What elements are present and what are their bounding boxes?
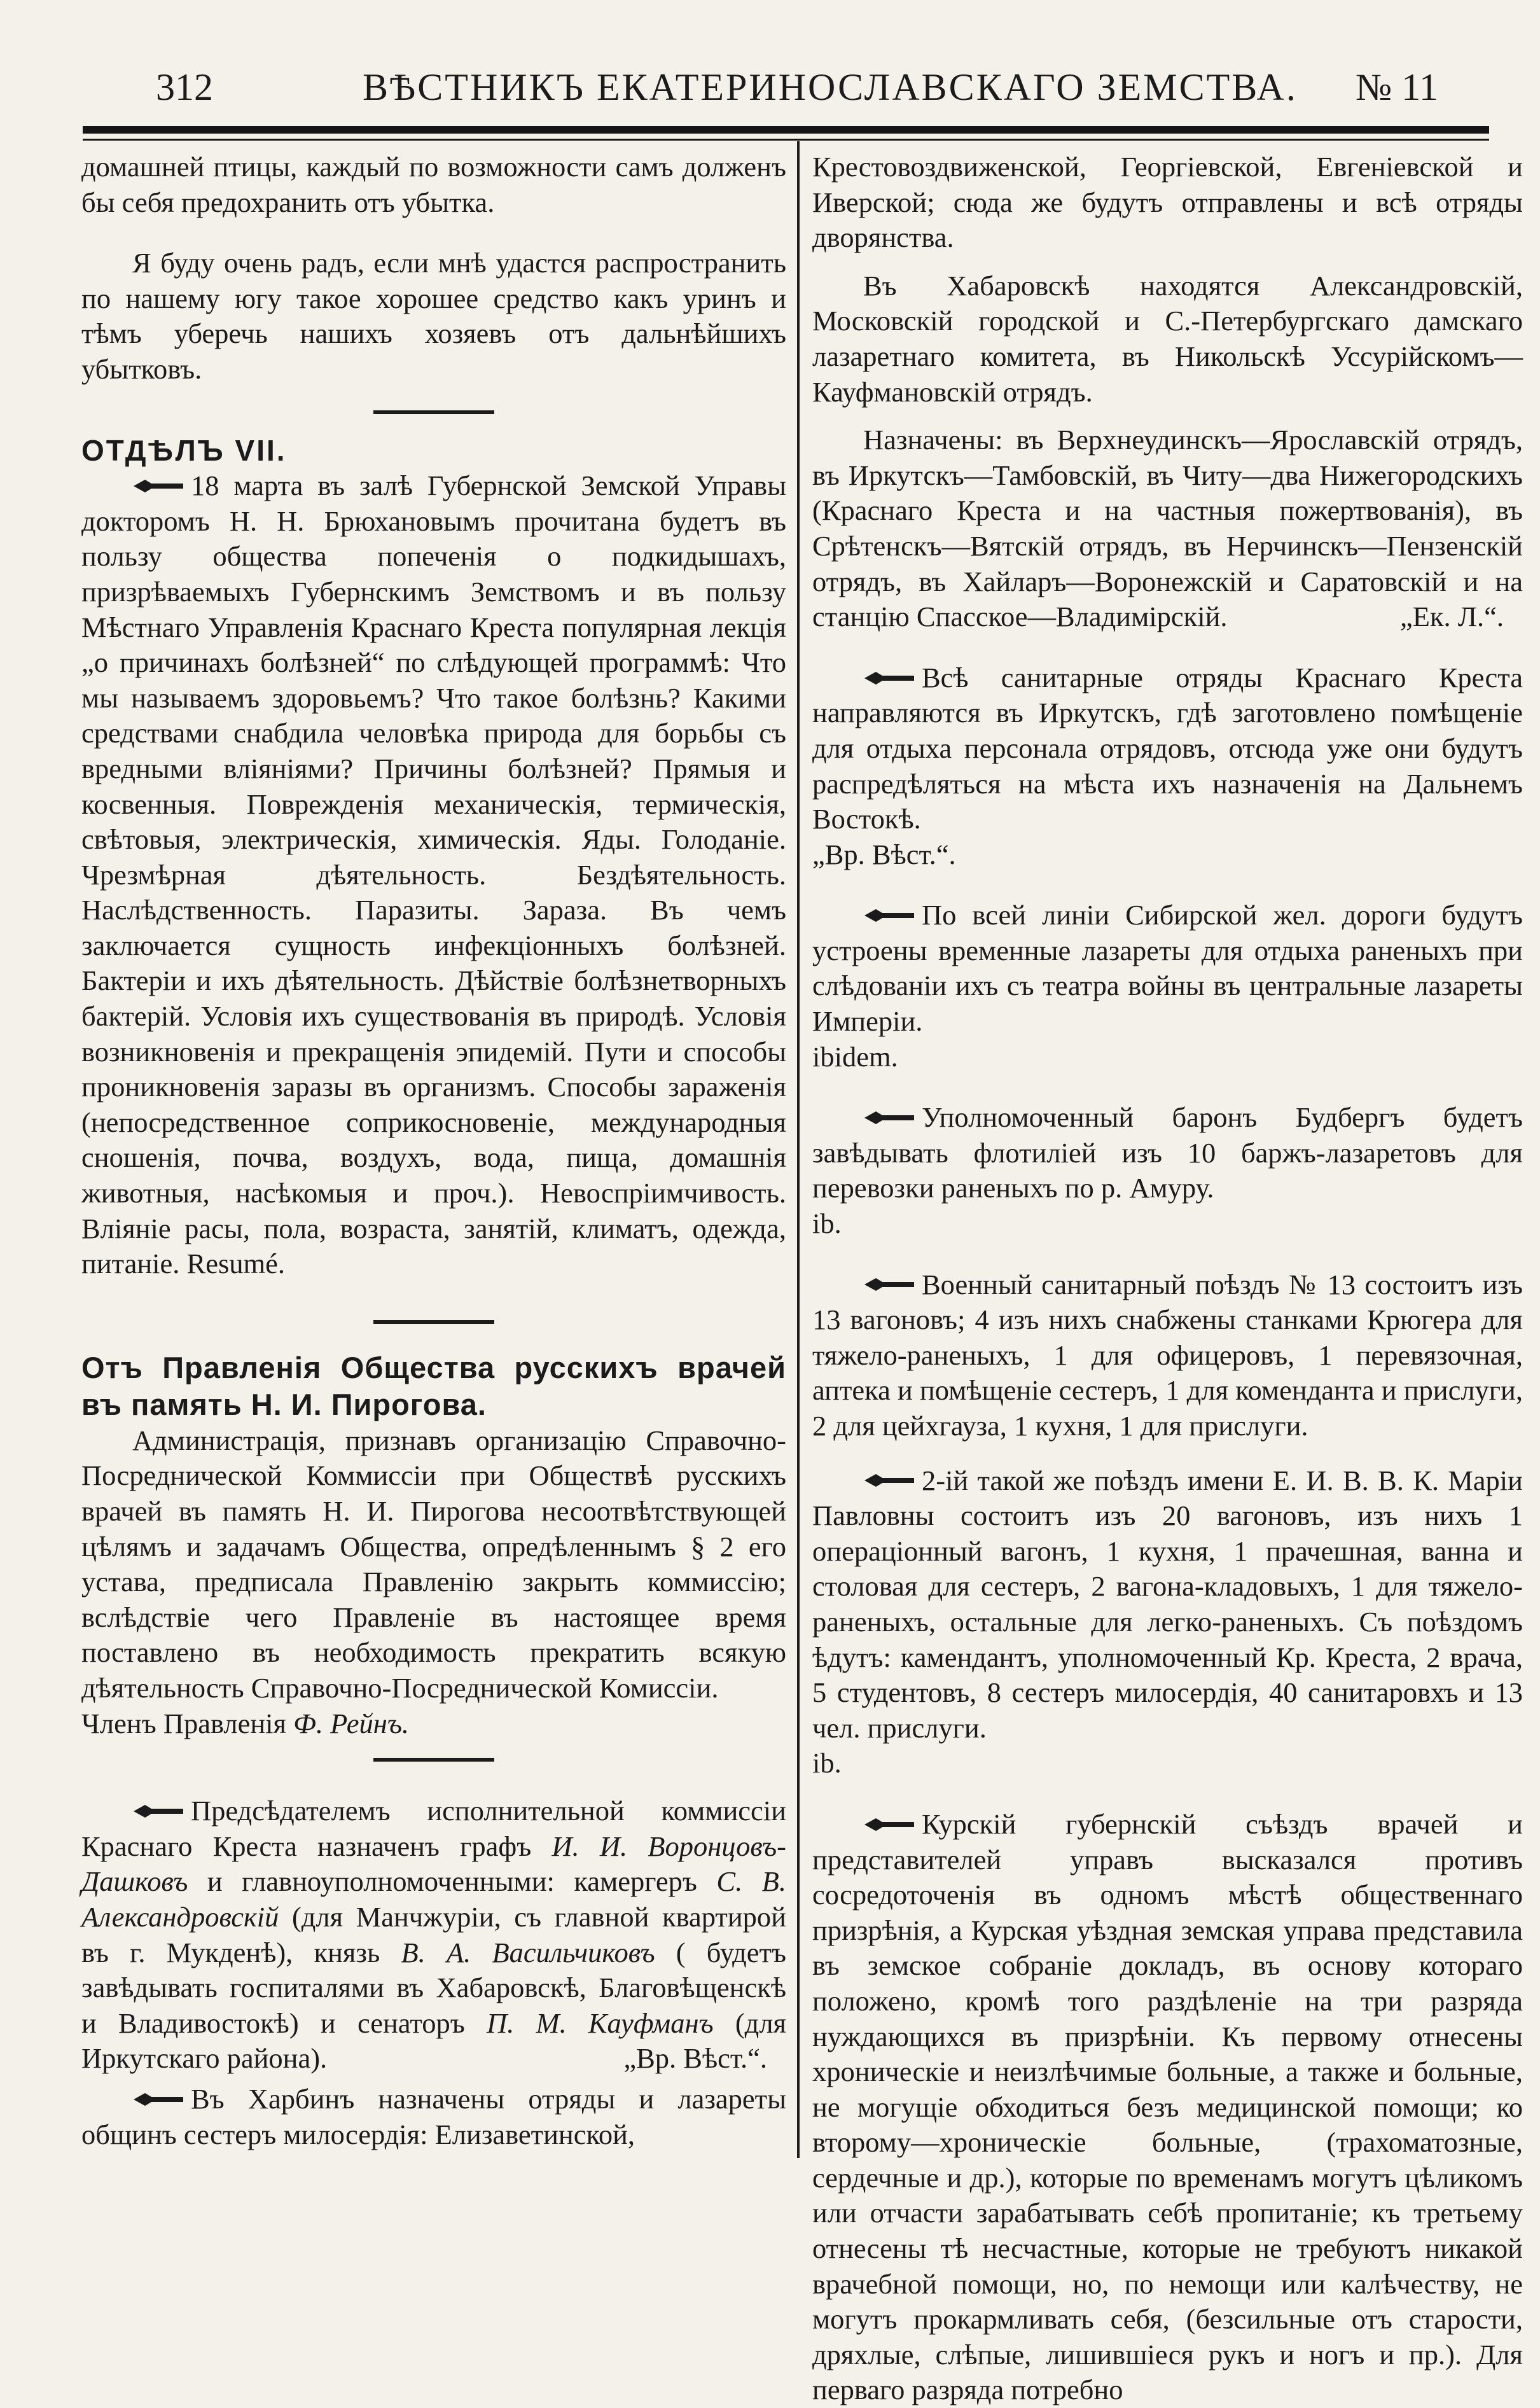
pointing-hand-ornament-icon: [132, 1804, 184, 1819]
source-citation: „Вр. Вѣст.“.: [812, 838, 956, 870]
org-paragraph: Администрація, признавъ организацію Справочно-Посреднической Коммиссіи при Обществѣ русскихъ врачей въ память Н. И. Пирогова несоотвѣтствующей цѣлямъ и задачамъ Общества, опредѣленнымъ § 2 его устава, предписала Правленію закрыть коммиссію; вслѣдствіе чего Правленіе въ настоящее время поставлено въ необходимость прекратить всякую дѣятельность Справочно-Посреднической Комиссіи.: [81, 1424, 786, 1704]
section-heading: ОТДѢЛЪ VII.: [81, 433, 287, 467]
section-rule: [373, 1320, 494, 1324]
running-header: [83, 57, 1457, 118]
issue-number: № 11: [1355, 66, 1438, 108]
journal-title: ВѢСТНИКЪ ЕКАТЕРИНОСЛАВСКАГО ЗЕМСТВА.: [363, 66, 1298, 108]
appointed-note: Назначены: въ Верхнеудинскъ—Ярославскій отрядъ, въ Иркутскъ—Тамбовскій, въ Читу—два Нижегородскихъ (Краснаго Креста и на частныя пожертвованія), въ Срѣтенскъ—Вятскій отрядъ, въ Нерчинскъ—Пензенскій отрядъ, въ Хайларъ—Воронежскій и Саратовскій и на станцію Спасское—Владимірскій. „Ек. Л.“.: [812, 422, 1523, 635]
harbin-note-continued: Крестовоздвиженской, Георгіевской, Евгеніевской и Иверской; сюда же будутъ отправлены и всѣ отряды дворянства.: [812, 151, 1523, 254]
pointing-hand-ornament-icon: [132, 478, 184, 494]
kursk-note: Курскій губернскій съѣздъ врачей и представителей управъ высказался противъ сосредоточенія въ одномъ мѣстѣ общественнаго призрѣнія, а Курская уѣздная земская управа представила въ земское собраніе докладъ, въ основу котораго положено, кромѣ того раздѣленіе на три разряда нуждающихся въ призрѣніи. Къ первому отнесены хроническіе и неизлѣчимые больные, а также и больные, не могущіе обходиться безъ медицинской помощи; ко второму—хроническіе больные, (трахоматозные, сердечные и др.), которые по временамъ могутъ цѣликомъ или отчасти зарабатывать себѣ пропитаніе; къ третьему отнесены тѣ несчастные, которые не требуютъ никакой врачебной помощи, но, по немощи или калѣчеству, не могутъ прокармливать себя, (безсильные отъ старости, дряхлые, слѣпые, лишившіеся рукъ и ногъ и пр.). Для перваго разряда потребно: [812, 1807, 1523, 2406]
budberg-note: Уполномоченный баронъ Будбергъ будетъ завѣдывать флотиліей изъ 10 баржъ-лазаретовъ для перевозки раненыхъ по р. Амуру.: [812, 1101, 1523, 1204]
org-signature: Членъ Правленія Ф. Рейнъ.: [81, 1707, 410, 1739]
source-citation: „Вр. Вѣст.“.: [623, 2042, 767, 2075]
pointing-hand-ornament-icon: [863, 1817, 915, 1832]
org-heading: Отъ Правленія Общества русскихъ врачей въ память Н. И. Пирогова.: [81, 1350, 786, 1421]
left-column: [81, 150, 786, 2152]
pointing-hand-ornament-icon: [863, 1277, 915, 1292]
pointing-hand-ornament-icon: [132, 2092, 184, 2107]
pointing-hand-ornament-icon: [863, 671, 915, 686]
header-rule: [83, 126, 1489, 134]
pointing-hand-ornament-icon: [863, 1473, 915, 1488]
lecture-note: 18 марта въ залѣ Губернской Земской Управы докторомъ Н. Н. Брюхановымъ прочитана будетъ въ пользу общества попеченія о подкидышахъ, призрѣваемыхъ Губернскимъ Земствомъ и въ пользу Мѣстнаго Управленія Краснаго Креста популярная лекція „о причинахъ болѣзней“ по слѣдующей программѣ: Что мы называемъ здоровьемъ? Что такое болѣзнь? Какими средствами снабдила человѣка природа для борьбы съ вредными вліяніями? Причины болѣзней? Прямыя и косвенныя. Поврежденія механическія, термическія, свѣтовыя, электрическія, химическія. Яды. Голоданіе. Чрезмѣрная дѣятельность. Бездѣятельность. Наслѣдственность. Паразиты. Зараза. Въ чемъ заключается сущность инфекціонныхъ болѣзней. Бактеріи и ихъ дѣятельность. Дѣйствіе болѣзнетворныхъ бактерій. Условія ихъ существованія въ природѣ. Условія возникновенія и прекращенія эпидемій. Пути и способы проникновенія заразы въ организмъ. Способы зараженія (непосредственное соприкосновеніе, международныя сношенія, почва, воздухъ, вода, пища, домашнія животныя, насѣкомыя и проч.). Невоспріимчивость. Вліяніе расы, пола, возраста, занятій, климатъ, одежда, питаніе. Resumé.: [81, 470, 786, 1280]
source-citation: ibidem.: [812, 1040, 898, 1073]
section-rule: [373, 410, 494, 414]
source-citation: ib.: [812, 1747, 842, 1779]
intro-paragraph-1: домашней птицы, каждый по возможности самъ долженъ бы себя предохранить отъ убытка.: [81, 151, 786, 218]
red-cross-appointments: Предсѣдателемъ исполнительной коммиссіи Краснаго Креста назначенъ графъ И. И. Воронцовъ-Дашковъ и главноуполномоченными: камергеръ С. В. Александровскій (для Манчжуріи, съ главной квартирой въ г. Мукденѣ), князь В. А. Васильчиковъ ( будетъ завѣдывать госпиталями въ Хабаровскѣ, Благовѣщенскѣ и Владивостокѣ) и сенаторъ П. М. Кауфманъ (для Иркутскаго района). „Вр. Вѣст.“.: [81, 1793, 786, 2077]
header-rule-thin: [83, 139, 1489, 141]
siberian-note: По всей линіи Сибирской жел. дороги будутъ устроены временные лазареты для отдыха раненыхъ при слѣдованіи ихъ съ театра войны въ центральные лазареты Имперіи.: [812, 899, 1523, 1038]
pointing-hand-ornament-icon: [863, 1110, 915, 1125]
train-13-note: Военный санитарный поѣздъ № 13 состоитъ изъ 13 вагоновъ; 4 изъ нихъ снабжены станками Крюгера для тяжело-раненыхъ, 1 для офицеровъ, 1 перевязочная, аптека и помѣщеніе сестеръ, 1 для коменданта и прислуги, 2 для цейхгауза, 1 кухня, 1 для прислуги.: [812, 1268, 1523, 1442]
harbin-note: Въ Харбинъ назначены отряды и лазареты общинъ сестеръ милосердія: Елизаветинской,: [81, 2082, 786, 2150]
section-rule: [373, 1758, 494, 1762]
intro-paragraph-2: Я буду очень радъ, если мнѣ удастся распространить по нашему югу такое хорошее средство какъ уринъ и тѣмъ уберечь нашихъ хозяевъ отъ дальнѣйшихъ убытковъ.: [81, 247, 786, 385]
train-2-note: 2-ій такой же поѣздъ имени Е. И. В. В. К. Маріи Павловны состоитъ изъ 20 вагоновъ, изъ нихъ 1 операціонный вагонъ, 1 кухня, 1 прачешная, ванна и столовая для сестеръ, 2 вагона-кладовыхъ, 1 для тяжело-раненыхъ, остальные для легко-раненыхъ. Съ поѣздомъ ѣдутъ: камендантъ, уполномоченный Кр. Креста, 2 врача, 5 студентовъ, 8 сестеръ милосердія, 40 санитаровхъ и 13 чел. прислуги.: [812, 1464, 1523, 1744]
source-citation: „Ек. Л.“.: [1400, 601, 1504, 633]
pointing-hand-ornament-icon: [863, 908, 915, 923]
right-column: [812, 150, 1523, 2408]
page-number: 312: [156, 66, 213, 108]
source-citation: ib.: [812, 1207, 842, 1240]
column-divider: [797, 141, 800, 2158]
khabarovsk-note: Въ Хабаровскѣ находятся Александровскій, Московскій городской и С.-Петербургскаго дамскаго лазаретнаго комитета, въ Никольскѣ Уссурійскомъ—Кауфмановскій отрядъ.: [812, 269, 1523, 408]
sanitary-note: Всѣ санитарные отряды Краснаго Креста направляются въ Иркутскъ, гдѣ заготовлено помѣщеніе для отдыха персонала отрядовъ, отсюда уже они будутъ распредѣляться на мѣста ихъ назначенія на Дальнемъ Востокѣ.: [812, 661, 1523, 835]
